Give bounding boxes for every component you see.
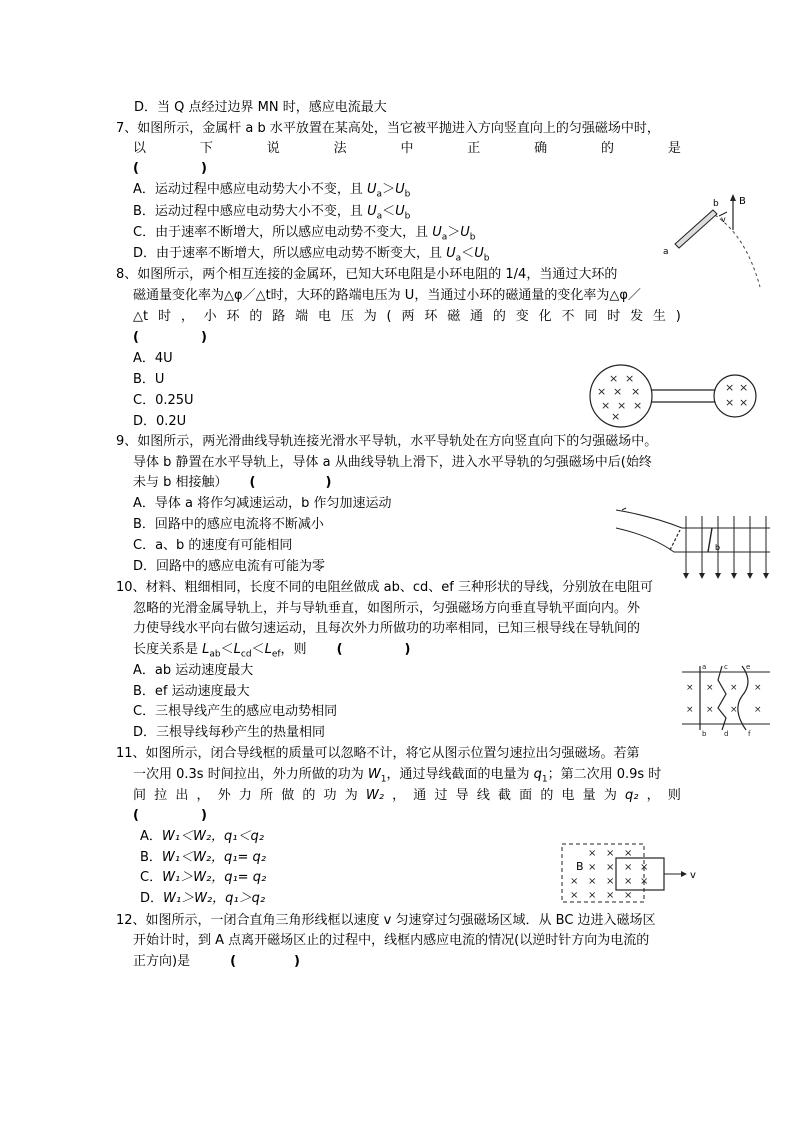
q8-option-d: D．0.2U — [133, 414, 187, 429]
svg-text:×: × — [624, 876, 633, 887]
q10-option-b: B．ef 运动速度最大 — [133, 684, 250, 699]
q9-stem-3: 未与 b 相接触） ( ) — [133, 475, 332, 490]
q10-fig-label-a: a — [702, 663, 707, 671]
q8-answer-blank: ( ) — [133, 330, 207, 345]
q11-option-d: D．W₁＞W₂，q₁＞q₂ — [140, 891, 266, 906]
svg-text:×: × — [606, 848, 615, 859]
svg-text:×: × — [730, 683, 738, 693]
q11-answer-blank: ( ) — [133, 808, 207, 823]
q10-fig-label-f: f — [748, 730, 751, 738]
svg-text:×: × — [570, 890, 579, 901]
q10-stem-4: 长度关系是 $L_{ab}<L_{cd}<L_{ef}$，则 ( ) — [133, 642, 411, 660]
q10-option-c: C．三根导线产生的感应电动势相同 — [133, 704, 338, 719]
q10-figure — [682, 660, 772, 740]
q8-stem-1: 8、如图所示，两个相互连接的金属环，已知大环电阻是小环电阻的 1/4，当通过大环的 — [116, 267, 618, 282]
q11-stem-3: 间 拉 出 ， 外 力 所 做 的 功 为 W₂ ， 通 过 导 线 截 面 的 电 量 为 q₂ ， 则 — [133, 788, 681, 803]
q8-figure — [585, 362, 775, 432]
q10-fig-label-e: e — [746, 663, 751, 671]
q11-option-b: B．W₁＜W₂，q₁= q₂ — [140, 850, 267, 865]
q9-stem-1: 9、如图所示，两光滑曲线导轨连接光滑水平导轨，水平导轨处在方向竖直向下的匀强磁场中。 — [116, 434, 658, 449]
svg-text:×: × — [706, 683, 714, 693]
q10-option-a: A．ab 运动速度最大 — [133, 663, 254, 678]
q10-fig-label-d: d — [724, 730, 729, 738]
svg-text:×: × — [613, 385, 623, 398]
q7-option-c: C．由于速率不断增大，所以感应电动势不变大，且 $U_a>U_b$ — [133, 225, 476, 243]
q6-option-d: D．当 Q 点经过边界 MN 时，感应电流最大 — [134, 100, 387, 115]
svg-text:×: × — [624, 848, 633, 859]
svg-text:×: × — [625, 372, 635, 385]
q12-stem-2: 开始计时，到 A 点离开磁场区止的过程中，线框内感应电流的情况(以逆时针方向为电流的 — [133, 933, 650, 948]
q9-option-d: D．回路中的感应电流有可能为零 — [133, 559, 326, 574]
q8-option-c: C．0.25U — [133, 393, 194, 408]
q7-fig-label-a: a — [663, 247, 669, 257]
q10-stem-3: 力使导线水平向右做匀速运动，且每次外力所做功的功率相同，已知三根导线在导轨间的 — [133, 621, 641, 636]
q10-fig-label-c: c — [724, 663, 728, 671]
q10-stem-2: 忽略的光滑金属导轨上，并与导轨垂直，如图所示，匀强磁场方向垂直导轨平面向内。外 — [133, 601, 641, 616]
svg-text:×: × — [570, 876, 579, 887]
svg-text:×: × — [588, 862, 597, 873]
svg-text:×: × — [617, 399, 627, 412]
q11-figure — [560, 840, 710, 906]
q7-answer-blank: ( ) — [133, 161, 207, 176]
q7-option-b: B．运动过程中感应电动势大小不变，且 $U_a<U_b$ — [133, 204, 411, 222]
q8-stem-3: △t 时 ， 小 环 的 路 端 电 压 为 ( 两 环 磁 通 的 变 化 不 同 时 发 生 ) — [133, 309, 681, 324]
svg-text:×: × — [606, 876, 615, 887]
q10-fig-label-b: b — [702, 730, 707, 738]
q8-option-a: A．4U — [133, 351, 173, 366]
svg-text:×: × — [754, 683, 762, 693]
svg-text:×: × — [609, 372, 619, 385]
svg-text:×: × — [597, 385, 607, 398]
svg-text:×: × — [725, 381, 735, 394]
q10-stem-1: 10、材料、粗细相同，长度不同的电阻丝做成 ab、cd、ef 三种形状的导线，分别放在电阻可 — [116, 580, 653, 595]
q7-option-d: D．由于速率不断增大，所以感应电动势不断变大，且 $U_a<U_b$ — [133, 246, 490, 264]
q12-stem-3: 正方向)是 ( ) — [133, 954, 300, 969]
svg-text:×: × — [754, 705, 762, 715]
q9-stem-2: 导体 b 静置在水平导轨上，导体 a 从曲线导轨上滑下，进入水平导轨的匀强磁场中后(始终 — [133, 455, 652, 470]
svg-text:×: × — [730, 705, 738, 715]
svg-text:×: × — [739, 381, 749, 394]
q8-option-b: B．U — [133, 372, 165, 387]
svg-text:×: × — [739, 396, 749, 409]
svg-text:×: × — [640, 876, 649, 887]
svg-text:×: × — [706, 705, 714, 715]
q11-fig-label-B: B — [576, 860, 584, 873]
q9-figure — [612, 492, 772, 582]
svg-text:×: × — [588, 848, 597, 859]
q10-option-d: D．三根导线每秒产生的热量相同 — [133, 725, 326, 740]
svg-text:×: × — [611, 410, 621, 423]
svg-text:×: × — [686, 683, 694, 693]
q11-option-a: A．W₁＜W₂，q₁＜q₂ — [140, 829, 264, 844]
svg-text:×: × — [601, 399, 611, 412]
svg-text:×: × — [725, 396, 735, 409]
q7-fig-label-v: v — [721, 215, 726, 224]
svg-text:×: × — [606, 890, 615, 901]
q7-fig-label-b: b — [713, 199, 719, 209]
q9-option-a: A．导体 a 将作匀减速运动，b 作匀加速运动 — [133, 496, 392, 511]
q7-figure — [655, 192, 775, 292]
svg-text:×: × — [686, 705, 694, 715]
svg-text:×: × — [624, 890, 633, 901]
svg-text:×: × — [624, 862, 633, 873]
svg-text:×: × — [633, 399, 643, 412]
q11-stem-2: 一次用 0.3s 时间拉出，外力所做的功为 $W_1$，通过导线截面的电量为 $q_1$；第二次用 0.9s 时 — [133, 767, 662, 785]
svg-text:×: × — [631, 385, 641, 398]
q11-option-c: C．W₁＞W₂，q₁= q₂ — [140, 870, 267, 885]
q12-stem-1: 12、如图所示，一闭合直角三角形线框以速度 v 匀速穿过匀强磁场区域．从 BC 边进入磁场区 — [116, 913, 656, 928]
svg-text:×: × — [640, 862, 649, 873]
q9-fig-label-b: b — [715, 543, 721, 552]
q7-fig-label-B: B — [739, 196, 746, 207]
svg-text:×: × — [588, 876, 597, 887]
q7-stem-justified: 以 下 说 法 中 正 确 的 是 — [133, 141, 681, 156]
q9-option-c: C．a、b 的速度有可能相同 — [133, 538, 293, 553]
svg-text:×: × — [606, 862, 615, 873]
svg-text:×: × — [588, 890, 597, 901]
q9-option-b: B．回路中的感应电流将不断减小 — [133, 517, 324, 532]
q8-stem-2: 磁通量变化率为△φ／△t时，大环的路端电压为 U，当通过小环的磁通量的变化率为△φ／ — [133, 288, 641, 303]
q7-option-a: A．运动过程中感应电动势大小不变，且 $U_a>U_b$ — [133, 182, 411, 200]
q11-fig-label-v: v — [690, 870, 696, 881]
q11-stem-1: 11、如图所示，闭合导线框的质量可以忽略不计，将它从图示位置匀速拉出匀强磁场。若第 — [116, 746, 640, 761]
q7-stem: 7、如图所示，金属杆 a b 水平放置在某高处，当它被平抛进入方向竖直向上的匀强磁场中时， — [116, 121, 660, 136]
